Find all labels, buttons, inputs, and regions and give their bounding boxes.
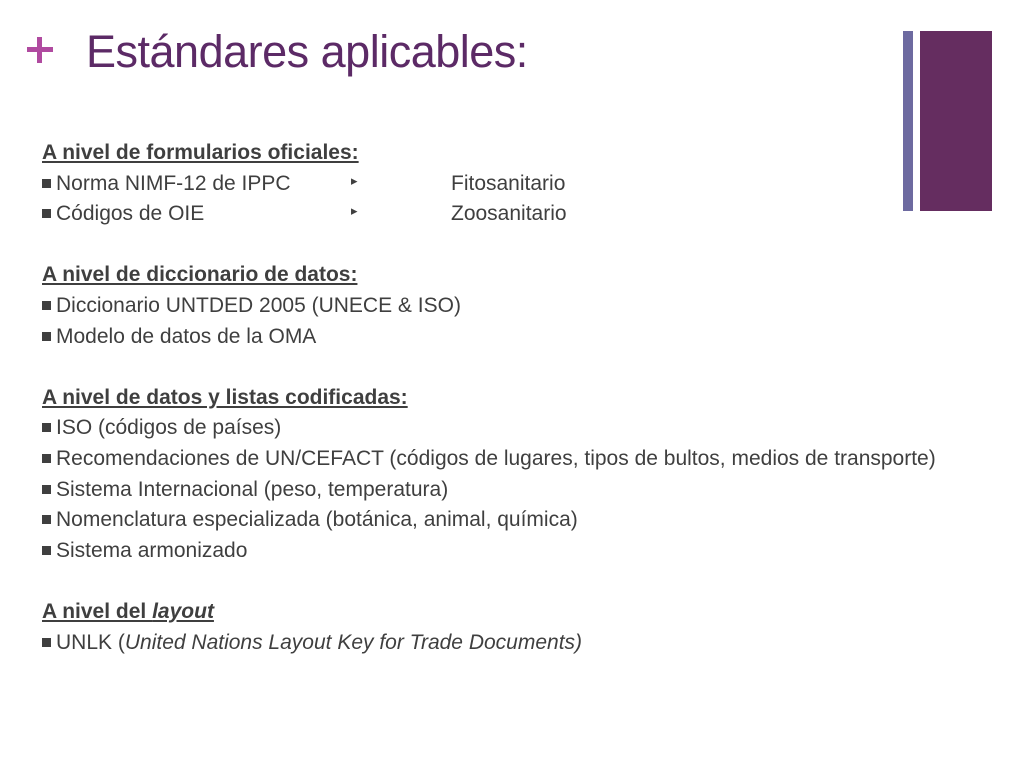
section-heading-dictionary: A nivel de diccionario de datos: [42,263,358,287]
list-item-forms-1 [42,199,942,230]
square-bullet-icon [42,546,51,555]
item-target: Zoosanitario [451,202,567,226]
item-target: Fitosanitario [451,171,566,195]
section-heading-forms: A nivel de formularios oficiales: [42,141,359,164]
section-heading-codes: A nivel de datos y listas codificadas: [42,385,408,409]
list-item-forms-0 [42,169,942,200]
list-item-codes-0: ISO (códigos de países) [42,413,942,444]
square-bullet-icon [42,423,51,432]
slide-title: Estándares aplicables: [86,26,528,77]
square-bullet-icon [42,332,51,341]
item-label: Norma NIMF-12 de IPPC [56,171,291,195]
plus-icon [25,35,55,65]
list-item-codes-4: Sistema armonizado [42,536,942,567]
square-bullet-icon [42,179,51,188]
square-bullet-icon [42,209,51,218]
square-bullet-icon [42,301,51,310]
square-bullet-icon [42,485,51,494]
list-item-dictionary-0: Diccionario UNTDED 2005 (UNECE & ISO) [42,291,942,322]
section-heading-layout: A nivel del layout [42,599,214,623]
square-bullet-icon [42,515,51,524]
slide-content [42,138,942,658]
list-item-codes-3: Nomenclatura especializada (botánica, animal, química) [42,505,942,536]
list-item-dictionary-1: Modelo de datos de la OMA [42,322,942,353]
square-bullet-icon [42,638,51,647]
list-item-codes-1: Recomendaciones de UN/CEFACT (códigos de lugares, tipos de bultos, medios de transporte) [42,444,942,475]
list-item-layout-0: UNLK (United Nations Layout Key for Trade Documents) [42,628,942,659]
arrow-right-icon: ▸ [351,203,358,219]
arrow-right-icon: ▸ [351,172,358,188]
square-bullet-icon [42,454,51,463]
item-label: Códigos de OIE [56,202,205,226]
list-item-codes-2: Sistema Internacional (peso, temperatura) [42,475,942,506]
